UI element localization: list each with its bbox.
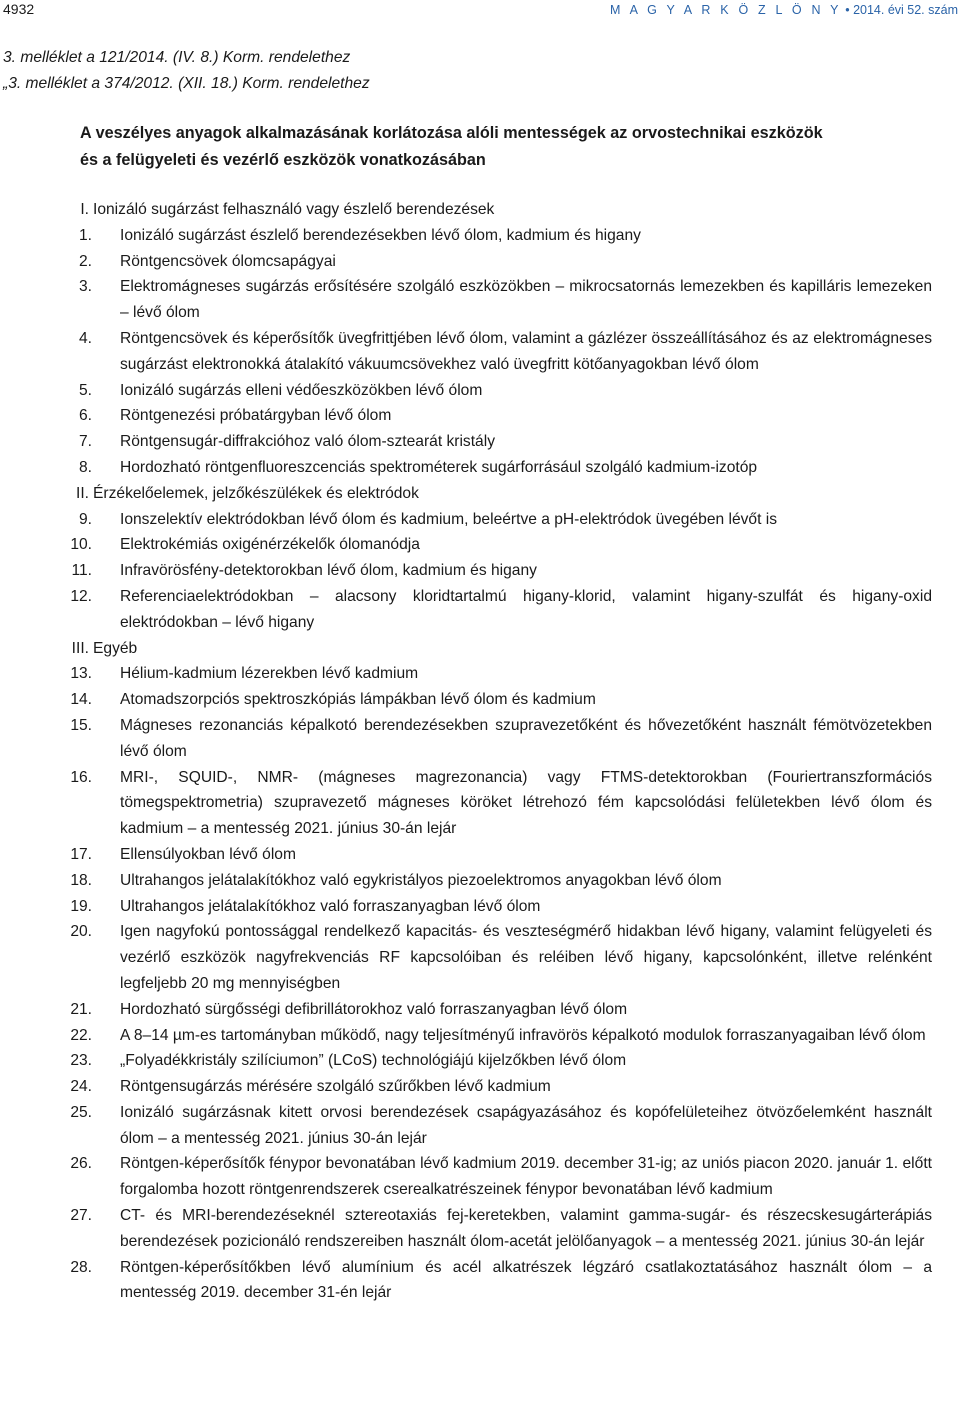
item-text: Mágneses rezonanciás képalkotó berendezésekben szupravezetőként és hővezetőként használt fémötvözetekben lévő ólom <box>120 716 932 760</box>
section-title: Ionizáló sugárzást felhasználó vagy észlelő berendezések <box>93 201 495 218</box>
item-text: A 8–14 µm-es tartományban működő, nagy teljesítményű infravörös képalkotó modulok forraszanyagaiban lévő ólom <box>120 1026 926 1044</box>
item-text: Referenciaelektródokban – alacsony kloridtartalmú higany-klorid, valamint higany-szulfát és higany-oxid elektródokban – lévő higany <box>120 587 932 631</box>
list-item <box>0 274 960 326</box>
list-item <box>0 1074 960 1100</box>
item-number: 25. <box>70 1103 92 1121</box>
item-text: Ellensúlyokban lévő ólom <box>120 845 296 863</box>
title-line-1: A veszélyes anyagok alkalmazásának korlátozása alóli mentességek az orvostechnikai eszközök <box>80 124 823 142</box>
annex-line-2: „3. melléklet a 374/2012. (XII. 18.) Korm. rendelethez <box>3 75 370 92</box>
list-item <box>0 713 960 765</box>
item-number: 19. <box>70 897 92 915</box>
item-number: 15. <box>70 716 92 734</box>
list-item <box>0 584 960 636</box>
section-heading <box>0 197 960 223</box>
item-number: 14. <box>70 691 92 709</box>
issue-label: 2014. évi 52. szám <box>853 3 958 17</box>
item-text: Ionizáló sugárzást észlelő berendezésekben lévő ólom, kadmium és higany <box>120 226 641 244</box>
item-text: Röntgen-képerősítők fénypor bevonatában lévő kadmium 2019. december 31-ig; az uniós piacon 2020. január 1. előtt forgalomba hozott röntgenrendszerek cserealkatrészeinek fénypor bevonatában lévő kadmium <box>120 1155 932 1199</box>
item-text: Röntgensugárzás mérésére szolgáló szűrőkben lévő kadmium <box>120 1078 551 1096</box>
annex-reference <box>3 45 370 97</box>
list-item <box>0 558 960 584</box>
item-number: 8. <box>78 458 92 476</box>
running-header <box>610 2 958 18</box>
item-number: 5. <box>78 381 92 399</box>
item-number: 3. <box>78 278 92 296</box>
item-text: Ionizáló sugárzás elleni védőeszközökben lévő ólom <box>120 381 483 399</box>
item-text: Röntgencsövek ólomcsapágyai <box>120 252 336 270</box>
list-item <box>0 661 960 687</box>
item-text: Infravörösfény-detektorokban lévő ólom, kadmium és higany <box>120 562 537 580</box>
item-text: Röntgencsövek és képerősítők üvegfrittjében lévő ólom, valamint a gázlézer összeállításához és az elektromágneses sugárzást elektronokká átalakító vákuumcsövekhez való üvegfritt kötőanyagokban lévő ólom <box>120 329 932 373</box>
item-number: 2. <box>78 252 92 270</box>
list-item <box>0 997 960 1023</box>
page-number: 4932 <box>3 1 35 17</box>
list-item <box>0 326 960 378</box>
section-numeral: I. <box>80 201 89 218</box>
item-text: Elektrokémiás oxigénérzékelők ólomanódja <box>120 536 420 554</box>
list-item <box>0 1048 960 1074</box>
list-item <box>0 687 960 713</box>
item-number: 13. <box>70 665 92 683</box>
item-number: 4. <box>78 329 92 347</box>
list-item <box>0 894 960 920</box>
document-title <box>80 120 950 174</box>
list-item <box>0 532 960 558</box>
item-number: 21. <box>70 1000 92 1018</box>
item-number: 6. <box>78 407 92 425</box>
list-item <box>0 249 960 275</box>
item-number: 12. <box>70 587 92 605</box>
list-item <box>0 1255 960 1307</box>
item-number: 9. <box>78 510 92 528</box>
list-item <box>0 403 960 429</box>
exemption-list <box>0 197 960 1306</box>
list-item <box>0 1023 960 1049</box>
item-text: Atomadszorpciós spektroszkópiás lámpákban lévő ólom és kadmium <box>120 691 596 709</box>
section-heading <box>0 636 960 662</box>
item-text: Hordozható sürgősségi defibrillátorokhoz való forraszanyagban lévő ólom <box>120 1000 628 1018</box>
item-number: 27. <box>70 1207 92 1225</box>
list-item <box>0 919 960 996</box>
list-item <box>0 1151 960 1203</box>
list-item <box>0 1203 960 1255</box>
section-heading <box>0 481 960 507</box>
list-item <box>0 223 960 249</box>
item-text: Ultrahangos jelátalakítókhoz való forraszanyagban lévő ólom <box>120 897 541 915</box>
list-item <box>0 1100 960 1152</box>
item-text: Hordozható röntgenfluoreszcenciás spektrométerek sugárforrásául szolgáló kadmium-izotóp <box>120 458 758 476</box>
item-text: Ionizáló sugárzásnak kitett orvosi berendezések csapágyazásához és kopófelületeihez ötvözőelemként használt ólom – a mentesség 2021. június 30-án lejár <box>120 1103 932 1147</box>
list-item <box>0 429 960 455</box>
item-text: „Folyadékkristály szilíciumon” (LCoS) technológiájú kijelzőkben lévő ólom <box>120 1052 627 1070</box>
item-text: Röntgenezési próbatárgyban lévő ólom <box>120 407 392 425</box>
section-numeral: III. <box>71 639 89 657</box>
list-item <box>0 765 960 842</box>
list-item <box>0 378 960 404</box>
item-number: 18. <box>70 871 92 889</box>
item-text: CT- és MRI-berendezéseknél sztereotaxiás fej-keretekben, valamint gamma-sugár- és részecskesugárterápiás berendezések pozicionáló rendszereiben használt ólom-acetát jelölőanyagok – a mentesség 2021. június 30-án lejár <box>120 1207 932 1250</box>
item-number: 16. <box>70 768 92 786</box>
item-number: 11. <box>71 562 92 580</box>
item-number: 28. <box>70 1258 92 1276</box>
item-number: 1. <box>78 226 92 244</box>
list-item <box>0 455 960 481</box>
item-number: 26. <box>70 1155 92 1173</box>
item-number: 23. <box>70 1052 92 1070</box>
item-number: 7. <box>78 433 92 451</box>
list-item <box>0 842 960 868</box>
item-number: 22. <box>70 1026 92 1044</box>
item-number: 17. <box>70 845 92 863</box>
item-text: Röntgen-képerősítőkben lévő alumínium és acél alkatrészek légzáró csatlakoztatásához használt ólom – a mentesség 2019. december 31-én lejár <box>120 1258 932 1302</box>
item-text: MRI-, SQUID-, NMR- (mágneses magrezonancia) vagy FTMS-detektorokban (Fouriertranszformációs tömegspektrometria) szupravezető mágneses köröket létrehozó fém kapcsolódási felületekben lévő ólom és kadmium – a mentesség 2021. június 30-án lejár <box>120 768 932 838</box>
item-text: Ultrahangos jelátalakítókhoz való egykristályos piezoelektromos anyagokban lévő ólom <box>120 871 722 889</box>
annex-line-1: 3. melléklet a 121/2014. (IV. 8.) Korm. rendelethez <box>3 49 351 66</box>
list-item <box>0 868 960 894</box>
item-number: 24. <box>70 1078 92 1096</box>
journal-name: M A G Y A R K Ö Z L Ö N Y <box>610 3 842 17</box>
item-text: Röntgensugár-diffrakcióhoz való ólom-sztearát kristály <box>120 433 495 451</box>
section-title: Érzékelőelemek, jelzőkészülékek és elektródok <box>93 484 419 502</box>
title-line-2: és a felügyeleti és vezérlő eszközök vonatkozásában <box>80 151 486 169</box>
section-numeral: II. <box>76 484 89 502</box>
header-bullet: • <box>845 3 850 17</box>
item-text: Igen nagyfokú pontossággal rendelkező kapacitás- és veszteségmérő hidakban lévő higany, valamint felügyeleti és vezérlő eszközök nagyfrekvenciás RF kapcsolóiban és reléiben lévő higany, kapcsolónként, illetve relénként legfeljebb 20 mg mennyiségben <box>120 923 932 992</box>
item-text: Hélium-kadmium lézerekben lévő kadmium <box>120 665 419 683</box>
section-title: Egyéb <box>93 639 138 657</box>
item-text: Ionszelektív elektródokban lévő ólom és kadmium, beleértve a pH-elektródok üvegében lévőt is <box>120 510 778 528</box>
item-number: 20. <box>70 923 92 941</box>
list-item <box>0 507 960 533</box>
item-number: 10. <box>70 536 92 554</box>
item-text: Elektromágneses sugárzás erősítésére szolgáló eszközökben – mikrocsatornás lemezekben és kapilláris lemezeken – lévő ólom <box>120 278 932 322</box>
